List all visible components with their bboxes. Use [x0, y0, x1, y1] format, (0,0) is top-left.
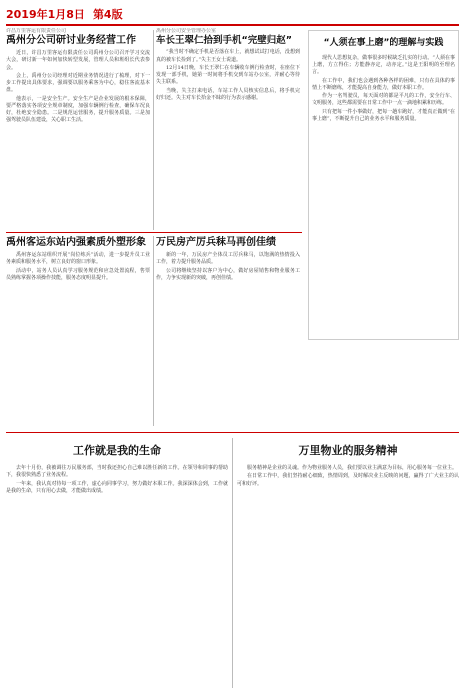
- paragraph: 公司将继续坚持以客户为中心，做好房屋销售和物业服务工作，力争实现新的突破，再创佳绩。: [156, 267, 300, 281]
- article-work-is-life: [6, 438, 228, 688]
- paragraph: 会上，禹州分公司经理对近期业务情况进行了梳理，对下一步工作提出具体要求，强调要以服务乘客为中心，稳住客流基本盘。: [6, 72, 150, 94]
- article-body: [6, 465, 228, 495]
- article-real-estate: [156, 236, 300, 426]
- article-body: [237, 465, 459, 488]
- article-title: 车长王翠仁拾到手机“完壁归赵”: [156, 35, 292, 46]
- page-date: 2019年1月8日: [6, 8, 85, 21]
- article-body: [6, 50, 150, 125]
- paragraph: 他表示，一是安全生产。安全生产是企业发展的根本保障，要严格落实各项安全规章制度，加强车辆例行检查，确保车况良好，杜绝安全隐患。二是规范运营服务，提升服务质量。三是加强驾驶员队伍建设，关心职工生活。: [6, 95, 150, 124]
- article-body: [156, 49, 300, 102]
- article-source: 许昌万里客运有限责任公司: [6, 28, 67, 34]
- paragraph: 去年十月份，我被调往万民服务部，当时我还担心自己难以胜任新的工作。在领导和同事的帮助下，我很快熟悉了业务流程。: [6, 465, 228, 479]
- column-divider: [153, 30, 154, 230]
- paragraph: 新的一年，万民房产全体员工厉兵秣马，以饱满的热情投入工作，着力提升服务品质。: [156, 252, 300, 266]
- section-divider: [6, 432, 459, 433]
- paragraph: 在日常工作中，我们坚持耐心细致，热情周到，及时解决业主反映的问题，赢得了广大业主的认可和好评。: [237, 473, 459, 487]
- page-header: [6, 6, 459, 26]
- article-title: “人须在事上磨”的理解与实践: [323, 38, 444, 48]
- paragraph: 当晚，失主打来电话，车站工作人员核实信息后，将手机完好归还。失主对车长拾金不昧的行为表示感谢。: [156, 87, 300, 101]
- paragraph: 现代人思想复杂，做事很多时候缺乏扎实的行动。“人须在事上磨，方立得住；方能静亦定，动亦定。”这是王阳明的至理名言。: [312, 54, 455, 76]
- paragraph: 禹州客运东站组织开展“岗位练兵”活动，进一步提升员工业务素质和服务水平，树立良好的窗口形象。: [6, 252, 150, 266]
- article-practice-column: [308, 30, 459, 340]
- paragraph: 活动中，站务人员认真学习服务规范和应急处置流程，售票员熟练掌握各项操作技能，服务态度明显提升。: [6, 267, 150, 281]
- paragraph: 服务精神是企业的灵魂。作为物业服务人员，我们要以业主满意为目标，用心服务每一位业主。: [247, 465, 458, 472]
- paragraph: 只有把每一件小事做好，把每一趟车跑好，才能真正做到“在事上磨”，不断提升自己的业务水平和服务质量。: [312, 108, 455, 122]
- article-title: 万民房产厉兵秣马再创佳绩: [156, 237, 276, 248]
- paragraph: 近日，许昌万里客运有限责任公司禹州分公司召开学习交流大会，研讨新一年如何加快转型发展，管理人员和班组长代表参会。: [6, 50, 150, 71]
- article-body: [6, 252, 150, 282]
- article-title: 工作就是我的生命: [73, 444, 161, 457]
- section-divider: [6, 232, 302, 233]
- paragraph: 一年来，我认真对待每一项工作，虚心向同事学习，努力做好本职工作。我深深体会到，工作就是我的生命，只有用心去做，才能做出成绩。: [6, 480, 228, 494]
- column-divider: [153, 236, 154, 426]
- article-business-meeting: [6, 28, 150, 228]
- page-edition: 第4版: [92, 8, 123, 21]
- article-found-phone: [156, 28, 300, 228]
- paragraph: 12月14日晚，车长王翠仁在车辆收车例行检查时，在座位下发现一部手机，她第一时间将手机交到车站办公室，并耐心等待失主联系。: [156, 64, 300, 86]
- article-source: 禹州分公司安全管理办公室: [156, 28, 217, 34]
- article-body: [312, 55, 455, 123]
- paragraph: “我当时不确定手机是否落在车上，就想试试打电话，没想到真的被车长捡到了。”失主王女士说道。: [156, 49, 300, 63]
- column-divider: [232, 438, 233, 688]
- article-body: [156, 252, 300, 282]
- article-property-service: [237, 438, 459, 688]
- article-title: 禹州客运东站内强素质外塑形象: [6, 237, 146, 248]
- article-east-station: [6, 236, 150, 426]
- paragraph: 作为一名驾驶员，每天面对的都是平凡的工作，安全行车、文明服务，这些都需要在日常工作中一点一滴地积累和历练。: [312, 93, 455, 107]
- article-title: 禹州分公司研讨业务经营工作: [6, 35, 136, 46]
- article-title: 万里物业的服务精神: [298, 444, 398, 457]
- paragraph: 在工作中，我们也会遇到各种各样的困难，只有在具体的事情上不断磨练，才能提高自身能力，做好本职工作。: [312, 77, 455, 91]
